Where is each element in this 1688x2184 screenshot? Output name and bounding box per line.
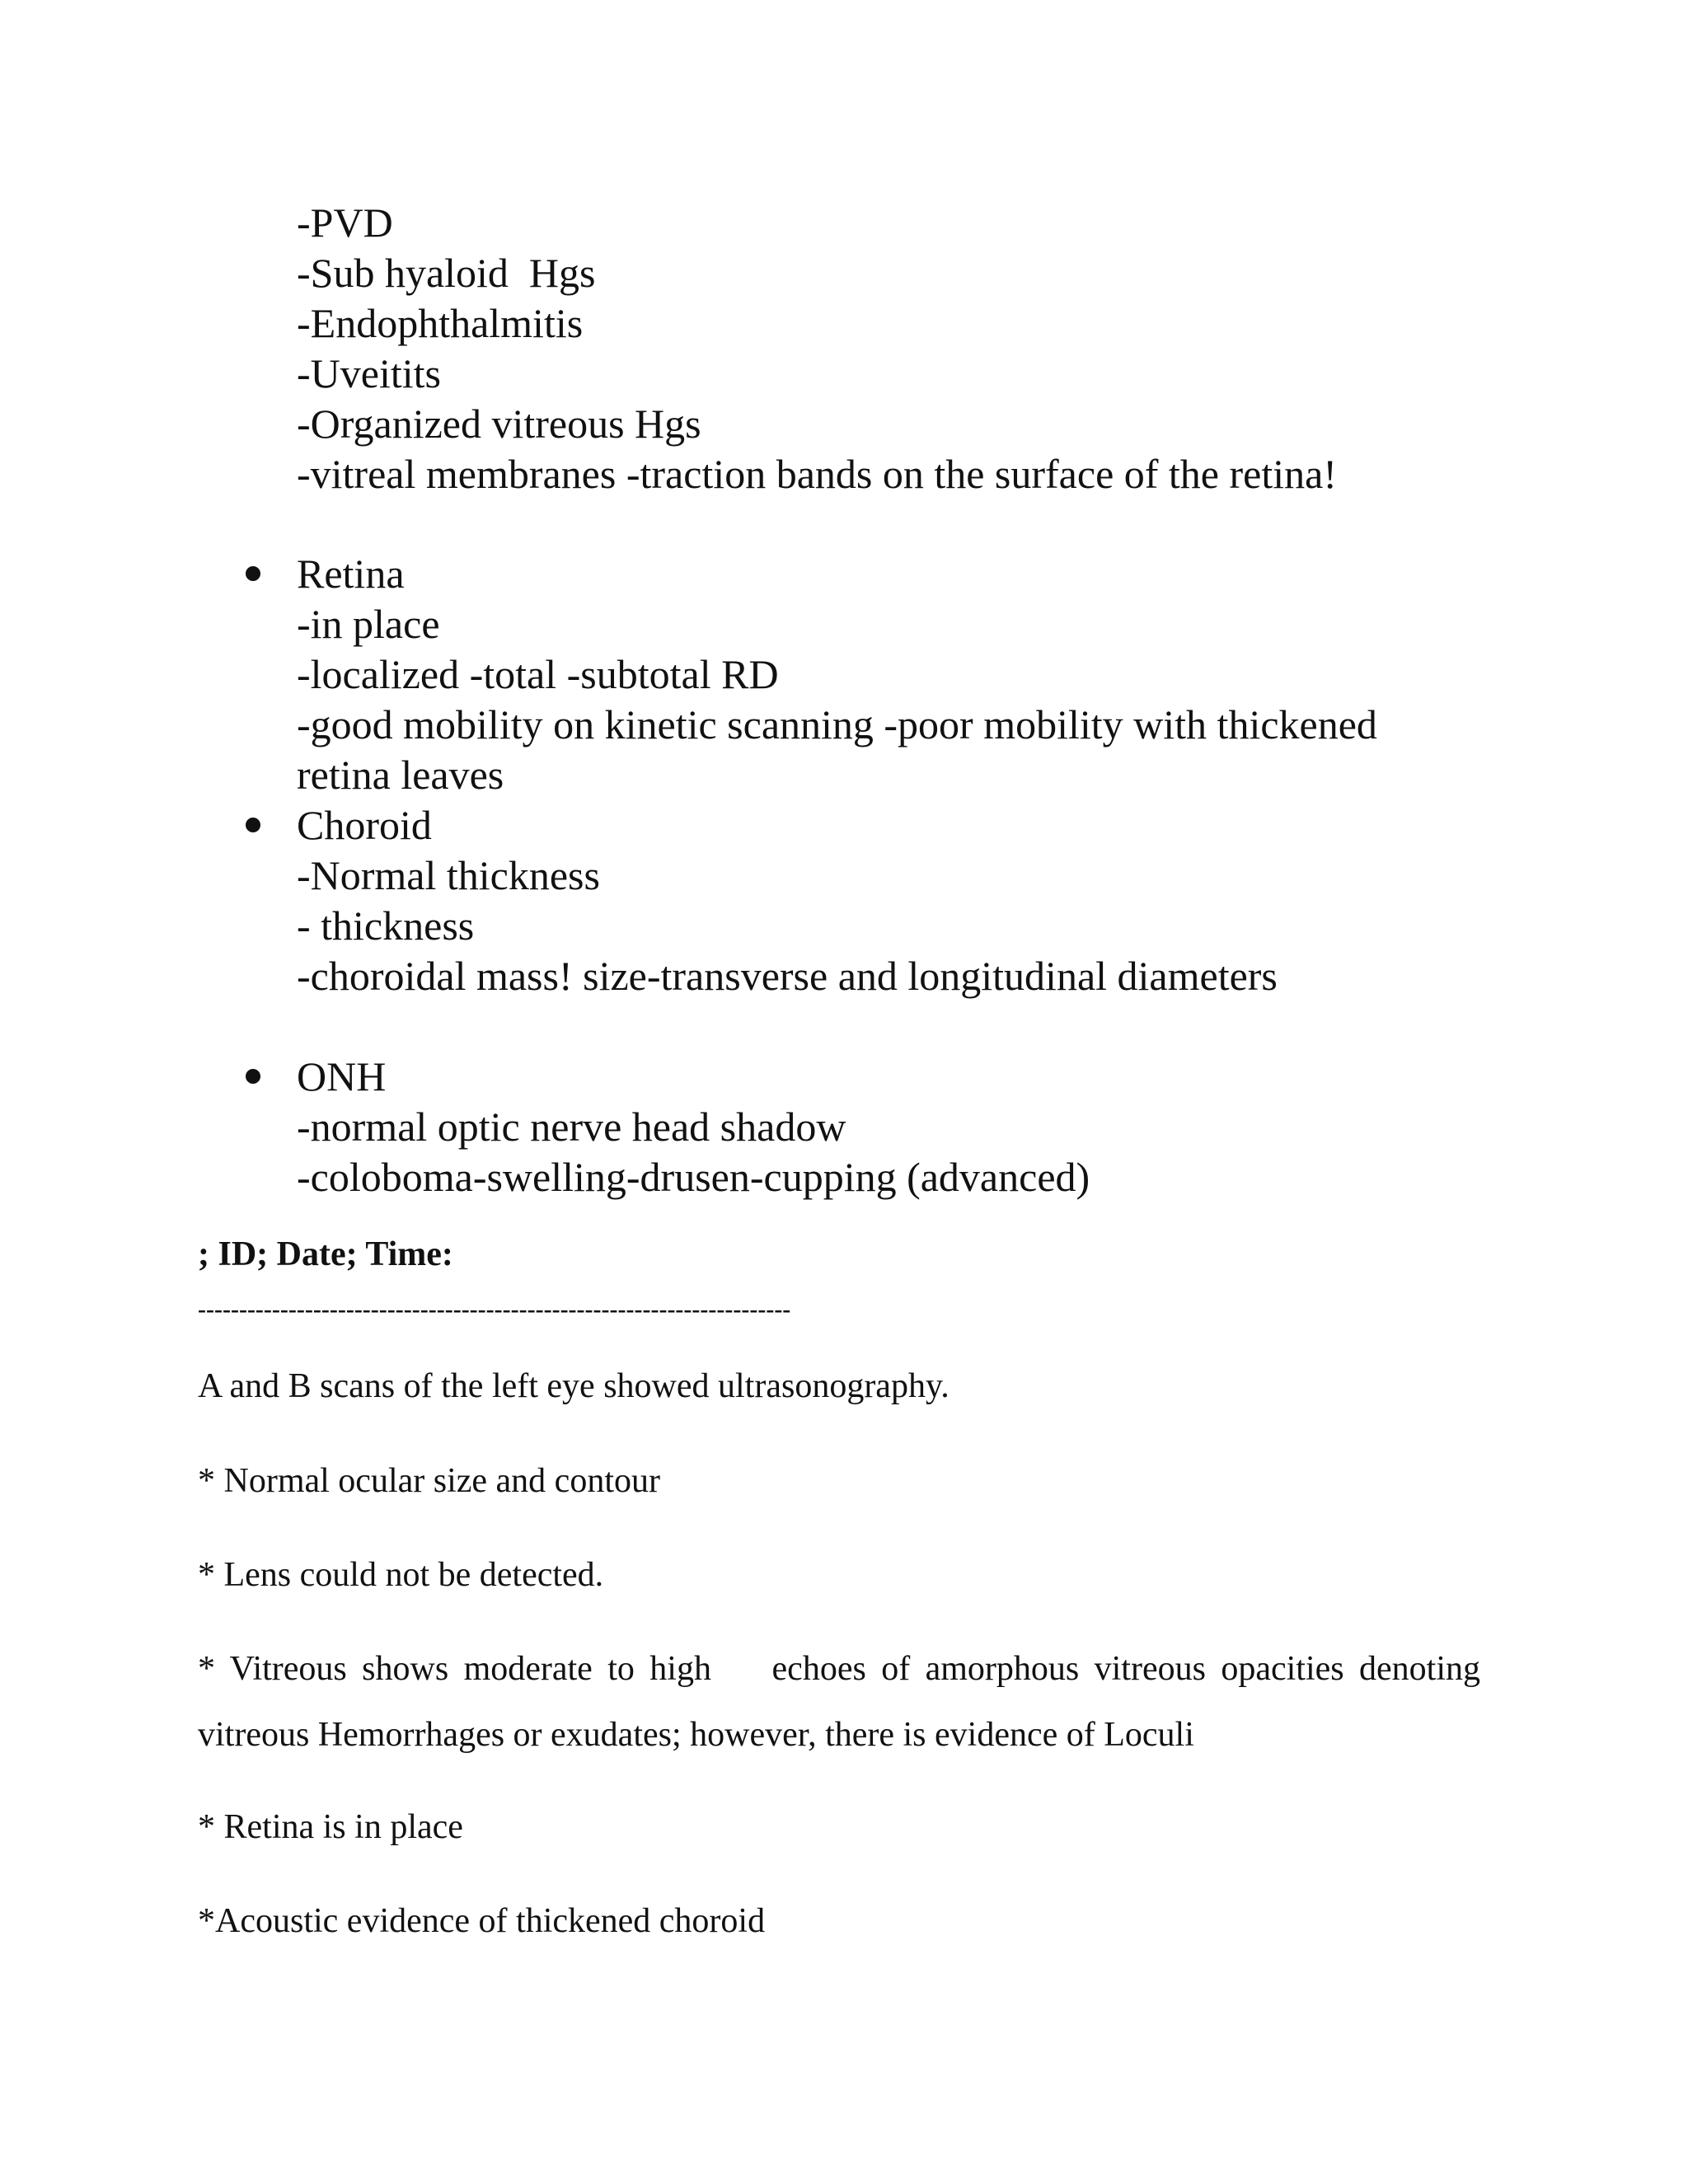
report-ocular-size: * Normal ocular size and contour: [198, 1462, 660, 1500]
separator-line: ------------------------------------------------------------------------: [198, 1296, 791, 1323]
list-item: -Normal thickness: [297, 852, 600, 898]
list-item: -Organized vitreous Hgs: [297, 401, 701, 447]
report-choroid: *Acoustic evidence of thickened choroid: [198, 1902, 766, 1940]
section-title: Choroid: [297, 802, 432, 848]
list-item: -good mobility on kinetic scanning -poor mobility with thickened: [297, 701, 1377, 748]
report-retina: * Retina is in place: [198, 1808, 463, 1846]
list-item: -vitreal membranes -traction bands on the surface of the retina!: [297, 451, 1337, 497]
list-item: -coloboma-swelling-drusen-cupping (advanced): [297, 1154, 1090, 1200]
retina-section: [297, 549, 1377, 800]
report-intro: A and B scans of the left eye showed ultrasonography.: [198, 1367, 950, 1405]
list-item: -PVD: [297, 199, 393, 246]
bullet-icon: [246, 1069, 260, 1084]
onh-section: [297, 1052, 1090, 1202]
choroid-section: [297, 800, 1278, 1001]
list-item: retina leaves: [297, 752, 504, 798]
list-item: -normal optic nerve head shadow: [297, 1104, 846, 1150]
list-item: - thickness: [297, 902, 475, 949]
list-item: -in place: [297, 601, 440, 647]
bullet-icon: [246, 566, 260, 581]
list-item: -Endophthalmitis: [297, 300, 584, 346]
section-title: ONH: [297, 1053, 387, 1099]
list-item: -Uveitits: [297, 350, 441, 396]
report-lens: * Lens could not be detected.: [198, 1556, 604, 1594]
list-item: -Sub hyaloid Hgs: [297, 250, 596, 296]
section-title: Retina: [297, 551, 405, 597]
vitreous-findings-list: [297, 198, 1337, 499]
bullet-icon: [246, 818, 260, 832]
report-vitreous: * Vitreous shows moderate to high echoes of amorphous vitreous opacities denoting vitreous Hemorrhages or exudates; however, there is evidence of Loculi: [198, 1650, 1489, 1754]
list-item: -choroidal mass! size-transverse and longitudinal diameters: [297, 953, 1278, 999]
list-item: -localized -total -subtotal RD: [297, 651, 779, 697]
report-header: ; ID; Date; Time:: [198, 1235, 453, 1273]
